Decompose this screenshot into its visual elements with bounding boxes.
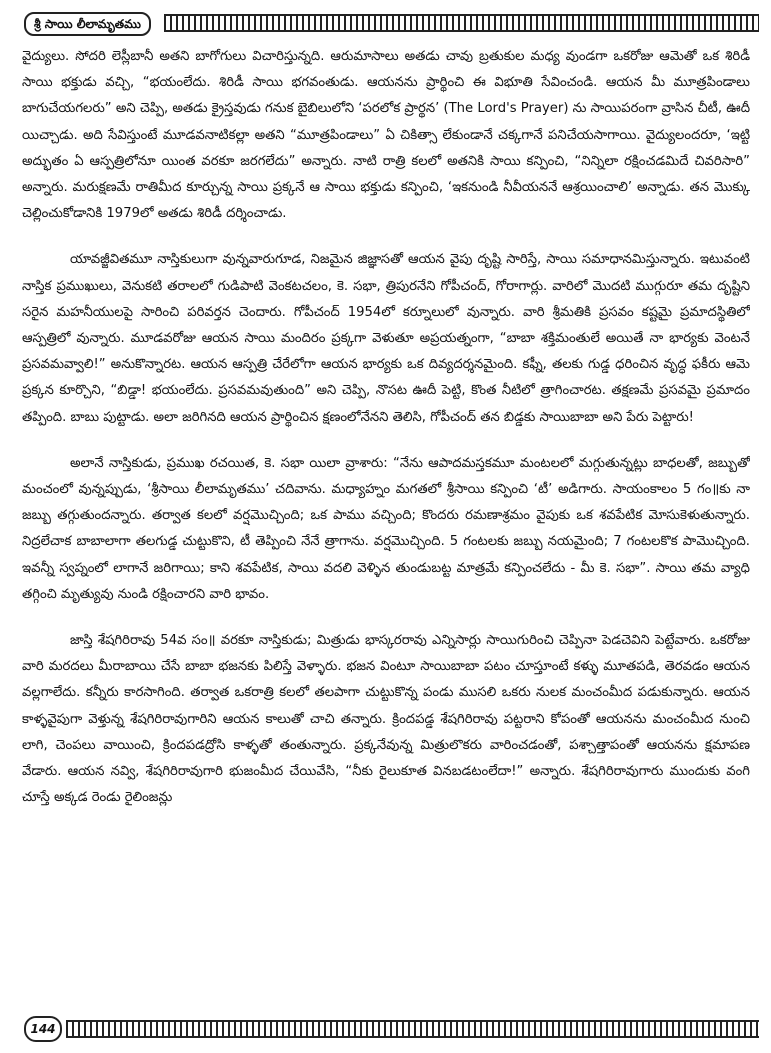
page-body [22, 44, 750, 1004]
paragraph-2: యావజ్జీవితమూ నాస్తికులుగా వున్నవారుగూడ, నిజమైన జిజ్ఞాసతో ఆయన వైపు దృష్టి సారిస్తే, సాయి సమాధానమిస్తున్నారు. ఇటువంటి నాస్తిక ప్రముఖులు, వెనుకటి తరాలలో గుడిపాటి వెంకటచలం, కె. సభా, త్రిపురనేని గోపీచంద్, గోరాగార్లు. వారిలో మొదటి ముగ్గురూ తమ దృష్టిని సరైన మహనీయులపై సారించి పరివర్తన చెందారు. గోపీచంద్ 1954లో కర్నూలులో వున్నారు. వారి శ్రీమతికి ప్రసవం కష్టమై ప్రమాదస్థితిలో ఆస్పత్రిలో వున్నారు. మూడవరోజు ఆయన సాయి మందిరం ప్రక్కగా వెళుతూ అప్రయత్నంగా, “బాబా శక్తిమంతులే అయితే నా భార్యకు వెంటనే ప్రసవమవ్వాలి!” అనుకొన్నారట. ఆయన ఆస్పత్రి చేరేలోగా ఆయన భార్యకు ఒక దివ్యదర్శనమైంది. కఫ్నీ, తలకు గుడ్డ ధరించిన వృద్ధ ఫకీరు ఆమె ప్రక్కన కూర్చొని, “బిడ్డా! భయంలేదు. ప్రసవమవుతుంది” అని చెప్పి, నొసట ఊదీ పెట్టి, కొంత నీటిలో త్రాగించారట. తక్షణమే ప్రసవమై ప్రమాదం తప్పింది. బాబు పుట్టాడు. అలా జరిగినది ఆయన ప్రార్థించిన క్షణంలోనేనని తెలిసి, గోపీచంద్ తన బిడ్డకు సాయిబాబా అని పేరు పెట్టారు! [22, 252, 750, 425]
paragraph-4: జాస్తి శేషగిరిరావు 54వ సం॥ వరకూ నాస్తికుడు; మిత్రుడు భాస్కరరావు ఎన్నిసార్లు సాయిగురించి చెప్పినా పెడచెవిని పెట్టేవారు. ఒకరోజు వారి మరదలు మీరాబాయి చేసే బాబా భజనకు పిలిస్తే వెళ్ళారు. భజన వింటూ సాయిబాబా పటం చూస్తూంటే కళ్ళు మూతపడి, తెరవడం ఆయన వల్లగాలేదు. కన్నీరు కారసాగింది. తర్వాత ఒకరాత్రి కలలో తలపాగా చుట్టుకొన్న పండు ముసలి ఒకరు నులక మంచంమీద పడుకున్నారు. ఆయన కాళ్ళవైపుగా వెళ్తున్న శేషగిరిరావుగారిని ఆయన కాలుతో చాచి తన్నారు. క్రిందపడ్డ శేషగిరిరావు పట్టరాని కోపంతో ఆయనను మంచంమీద నుంచి లాగి, చెంపలు వాయించి, క్రిందపడద్రోసి కాళ్ళతో తంతున్నారు. ప్రక్కనేవున్న మిత్రులొకరు వారించడంతో, పశ్చాత్తాపంతో ఆయనను క్షమాపణ వేడారు. ఆయన నవ్వి, శేషగిరిరావుగారి భుజంమీద చేయివేసి, “నీకు రైలుకూత వినబడటంలేదా!” అన్నారు. శేషగిరిరావుగారు ముందుకు వంగి చూస్తే అక్కడ రెండు రైలింజన్లు [22, 633, 750, 806]
paragraph-1: వైద్యులు. సోదరి లెస్లీబానీ అతని బాగోగులు విచారిస్తున్నది. ఆరుమాసాలు అతడు చావు బ్రతుకుల మధ్య వుండగా ఒకరోజు ఆమెతో ఒక శిరిడీ సాయి భక్తుడు వచ్చి, “భయంలేదు. శిరిడీ సాయి భగవంతుడు. ఆయనను ప్రార్థించి ఈ విభూతి సేవించండి. ఆయన మీ మూత్రపిండాలు బాగుచేయగలరు” అని చెప్పి, అతడు క్రైస్తవుడు గనుక బైబిలులోని ‘పరలోక ప్రార్థన’ (The Lord's Prayer) ను సాయిపరంగా వ్రాసిన చీటీ, ఊదీ యిచ్చాడు. అది సేవిస్తుంటే మూడవనాటికల్లా అతని “మూత్రపిండాలు” ఏ చికిత్సా లేకుండానే చక్కగానే పనిచేయసాగాయి. వైద్యులందరూ, ‘ఇట్టి అద్భుతం ఏ ఆస్పత్రిలోనూ యింత వరకూ జరగలేదు” అన్నారు. నాటి రాత్రి కలలో అతనికి సాయి కన్పించి, “నిన్నిలా రక్షించడమిదే చివరిసారి” అన్నారు. మరుక్షణమే రాతిమీద కూర్చున్న సాయి ప్రక్కనే ఆ సాయి భక్తుడు కన్పించి, ‘ఇకనుండి నీవీయననే ఆశ్రయించాలి’ అన్నాడు. తన మొక్కు చెల్లించుకోడానికి 1979లో అతడు శిరిడీ దర్శించాడు. [22, 49, 750, 222]
page-number: 144 [24, 1016, 62, 1042]
header-border-ornament [164, 14, 759, 32]
page-footer [14, 1012, 759, 1042]
running-title: శ్రీ సాయి లీలామృతము [24, 12, 151, 36]
paragraph-3: అలానే నాస్తికుడు, ప్రముఖ రచయిత, కె. సభా యిలా వ్రాశారు: “నేను ఆపాదమస్తకమూ మంటలలో మగ్గుతున్నట్లు బాధలతో, జబ్బుతో మంచంలో వున్నప్పుడు, ‘శ్రీసాయి లీలామృతము’ చదివాను. మధ్యాహ్నం మగతలో శ్రీసాయి కన్పించి ‘టీ’ అడిగారు. సాయంకాలం 5 గం॥కు నా జబ్బు తగ్గుతుందన్నారు. తర్వాత కలలో వర్షమొచ్చింది; ఒక పాము వచ్చింది; కొందరు రమణాశ్రమం వైపుకు ఒక శవపేటిక మోసుకెళుతున్నారు. నిద్రలేచాక బాబాలాగా తలగుడ్డ చుట్టుకొని, టీ తెప్పించి నేనే త్రాగాను. వర్షమొచ్చింది. 5 గంటలకు జబ్బు నయమైంది; 7 గంటలకొక పామొచ్చింది. ఇవన్నీ స్వప్నంలో లాగానే జరిగాయి; కాని శవపేటిక, సాయి వదలి వెళ్ళిన తుండుబట్ట మాత్రమే కన్పించలేదు - మీ కె. సభా”. సాయి తమ వ్యాధి తగ్గించి మృత్యువు నుండి రక్షించారని వారి భావం. [22, 455, 750, 602]
page-header [14, 8, 759, 38]
footer-border-ornament [66, 1020, 759, 1038]
